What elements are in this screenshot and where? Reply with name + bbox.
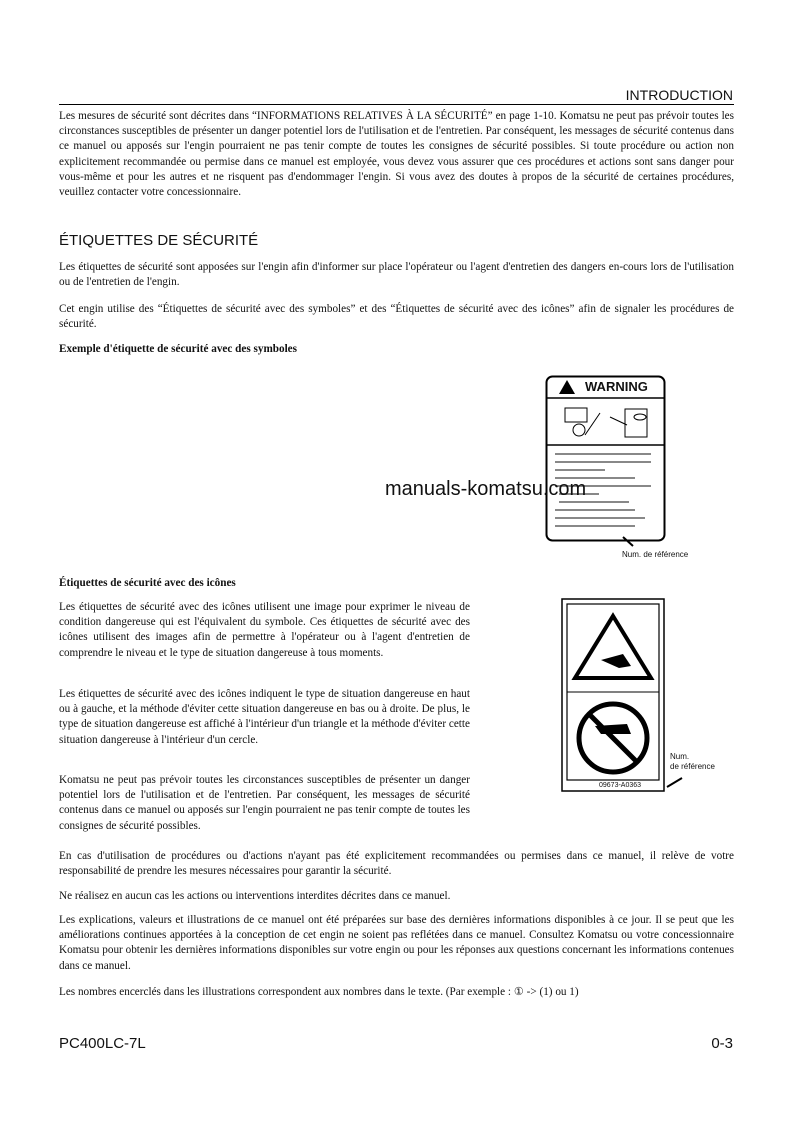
reference-arrow-icon — [621, 535, 637, 549]
warning-label-title: WARNING — [585, 379, 648, 394]
closing-paragraph-4: Les nombres encerclés dans les illustrations correspondent aux nombres dans le texte. (Par exemple : ① -> (1) ou 1) — [59, 986, 579, 998]
icons-paragraph-3: Komatsu ne peut pas prévoir toutes les circonstances susceptibles de présenter un danger potentiel lors de l'utilisation et de l'entretien. Par conséquent, les messages de sécurité contenus dans ce manuel ou apposés sur l'engin pourraient ne pas tenir compte de toutes les consignes de sécurité possibles. — [59, 774, 470, 832]
paragraph-labels-2: Cet engin utilise des “Étiquettes de sécurité avec des symboles” et des “Étiquettes de sécurité avec des icônes” afin de signaler les procédures de sécurité. — [59, 303, 734, 331]
warning-label-ref-caption: Num. de référence — [622, 550, 689, 559]
paragraph-labels-1: Les étiquettes de sécurité sont apposées sur l'engin afin d'informer sur place l'opérateur ou l'agent d'entretien des dangers en-cours lors de l'utilisation ou de l'entretien de l'engin. — [59, 261, 734, 289]
reference-arrow-icon — [664, 776, 684, 790]
closing-paragraph-2: Ne réalisez en aucun cas les actions ou interventions interdites décrites dans ce manuel. — [59, 890, 451, 902]
header-section-title: INTRODUCTION — [625, 87, 733, 103]
watermark: manuals-komatsu.com — [385, 478, 587, 500]
icons-title: Étiquettes de sécurité avec des icônes — [59, 577, 236, 589]
icons-paragraph-1: Les étiquettes de sécurité avec des icônes utilisent une image pour exprimer le niveau de condition dangereuse qui est l'équivalent du symbole. Ces étiquettes de sécurité avec des icônes utilisent des images afin de permettre à l'opérateur ou à l'agent d'entretien de comprendre le niveau et le type de situation dangereuse à tous moments. — [59, 601, 470, 659]
icon-label-ref-caption — [670, 752, 715, 772]
closing-paragraph-3: Les explications, valeurs et illustrations de ce manuel ont été préparées sur base des dernières informations disponibles à ce jour. Il se peut que les améliorations continues apportées à la conception de cet engin ne soient pas reflétées dans ce manuel. Consultez Komatsu ou votre concessionnaire Komatsu pour obtenir les dernières informations disponibles sur votre engin ou pour les réponses aux questions concernant les informations contenues dans ce manuel. — [59, 914, 734, 972]
example-symbols-title: Exemple d'étiquette de sécurité avec des symboles — [59, 343, 298, 355]
icons-paragraph-2: Les étiquettes de sécurité avec des icônes indiquent le type de situation dangereuse en haut ou à gauche, et la méthode d'éviter cette situation dangereuse en bas ou à droite. De plus, le type de situation dangereuse est affiché à l'intérieur d'un triangle et la méthode d'éviter cette situation dangereuse à l'intérieur d'un cercle. — [59, 688, 470, 746]
closing-paragraph-1: En cas d'utilisation de procédures ou d'actions n'ayant pas été explicitement recommandées ou permises dans ce manuel, il relève de votre responsabilité de prendre les mesures nécessaires pour garantir la sécurité. — [59, 850, 734, 878]
icon-label-figure — [561, 598, 665, 792]
icon-label-code: 09673-A0363 — [599, 782, 642, 789]
header-rule — [59, 104, 734, 105]
footer-model: PC400LC-7L — [59, 1035, 146, 1052]
icon-label-image — [561, 598, 665, 792]
warning-label-figure — [545, 375, 667, 543]
section-title: ÉTIQUETTES DE SÉCURITÉ — [59, 232, 259, 249]
intro-paragraph: Les mesures de sécurité sont décrites dans “INFORMATIONS RELATIVES À LA SÉCURITÉ” en page 1-10. Komatsu ne peut pas prévoir toutes les circonstances susceptibles de présenter un danger potentiel lors de l'utilisation et de l'entretien. Par conséquent, les messages de sécurité contenus dans ce manuel ou apposés sur l'engin pourraient ne pas tenir compte de toutes les consignes de sécurité possibles. Si toute procédure ou action non explicitement recommandée ou permise dans ce manuel est employée, vous devez vous assurer que ces procédures et actions sont sans danger pour vous-même et pour les autres et ne risquent pas d'endommager l'engin. Si vous avez des doutes à propos de la sécurité de certaines procédures, veuillez contacter votre concessionnaire. — [59, 110, 734, 199]
warning-label-image — [545, 375, 667, 543]
footer-page-number: 0-3 — [711, 1035, 733, 1052]
icon-label-ref-line1: Num. — [670, 752, 690, 761]
icon-label-ref-line2: de référence — [670, 762, 715, 771]
